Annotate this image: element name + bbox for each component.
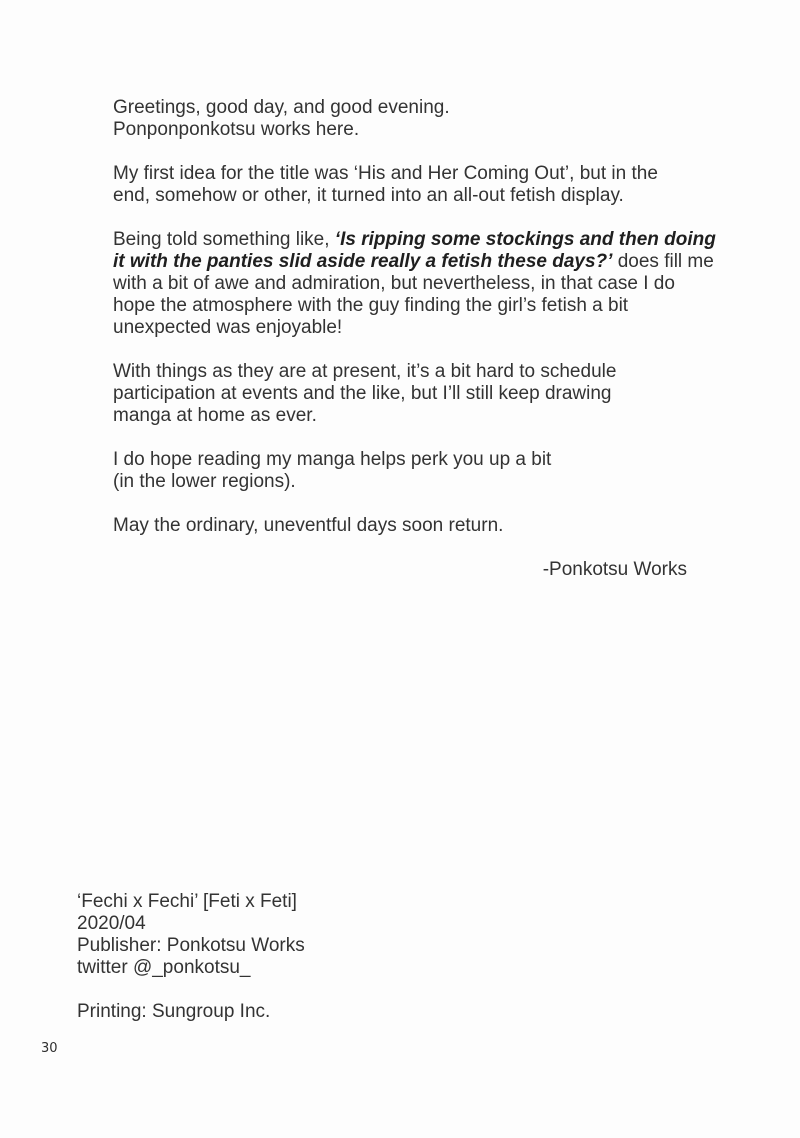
printing-company-line: Printing: Sungroup Inc. <box>77 1001 271 1022</box>
closing-wish-paragraph <box>113 515 687 537</box>
text-line: with a bit of awe and admiration, but nevertheless, in that case I do <box>113 273 675 294</box>
publisher-line: Publisher: Ponkotsu Works <box>77 935 305 956</box>
text-line: With things as they are at present, it’s a bit hard to schedule <box>113 361 617 382</box>
title-idea-paragraph <box>113 163 687 207</box>
text-line: manga at home as ever. <box>113 405 317 426</box>
emphasized-quote-segment: ‘Is ripping some stockings and then doing <box>334 229 716 250</box>
colophon-block <box>77 891 305 1023</box>
text-line <box>113 229 716 251</box>
publication-date-line: 2020/04 <box>77 913 146 934</box>
colophon-spacer <box>77 979 305 1001</box>
text-line: participation at events and the like, but I’ll still keep drawing <box>113 383 612 404</box>
afterword-text-block <box>113 97 716 581</box>
fetish-quote-paragraph <box>113 229 716 339</box>
text-line: end, somehow or other, it turned into an all-out fetish display. <box>113 185 624 206</box>
events-paragraph <box>113 361 687 427</box>
text-segment: does fill me <box>612 251 714 272</box>
twitter-handle-line: twitter @_ponkotsu_ <box>77 957 251 978</box>
text-line: I do hope reading my manga helps perk you up a bit <box>113 449 552 470</box>
text-line: Greetings, good day, and good evening. <box>113 97 450 118</box>
text-line: hope the atmosphere with the guy finding the girl’s fetish a bit <box>113 295 629 316</box>
text-line: (in the lower regions). <box>113 471 296 492</box>
author-signature: -Ponkotsu Works <box>542 559 687 580</box>
page-number: 30 <box>41 1041 58 1056</box>
text-line: Ponponponkotsu works here. <box>113 119 360 140</box>
perk-up-paragraph <box>113 449 687 493</box>
text-line: unexpected was enjoyable! <box>113 317 343 338</box>
doujin-title-line: ‘Fechi x Fechi’ [Feti x Feti] <box>77 891 297 912</box>
text-line: May the ordinary, uneventful days soon return. <box>113 515 504 536</box>
greeting-paragraph <box>113 97 687 141</box>
text-line: My first idea for the title was ‘His and Her Coming Out’, but in the <box>113 163 658 184</box>
text-line <box>113 251 714 273</box>
text-segment: Being told something like, <box>113 229 335 250</box>
emphasized-quote-segment: it with the panties slid aside really a fetish these days?’ <box>113 251 613 272</box>
